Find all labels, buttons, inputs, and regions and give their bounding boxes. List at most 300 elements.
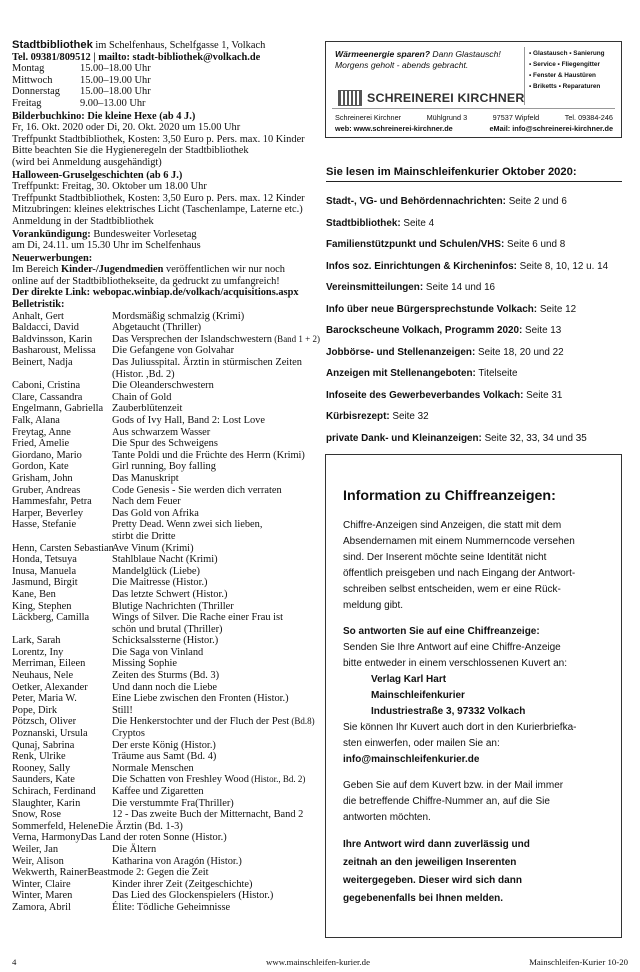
contents-topic: Infos soz. Einrichtungen & Kircheninfos:: [326, 260, 517, 272]
ad-addr-street: Mühlgrund 3: [426, 113, 468, 122]
book-title-text: Das Versprechen der Islandschwestern: [112, 333, 272, 345]
book-entry: [12, 798, 312, 810]
book-title-text: Cryptos: [112, 728, 145, 740]
ad-service-line: ▪ Briketts ▪ Reparaturen: [529, 83, 601, 90]
book-author: Oetker, Alexander: [12, 681, 88, 693]
book-title: [112, 415, 312, 427]
book-title-cont: stirbt die Dritte: [112, 530, 176, 542]
chiffre-line: sind. Der Inserent möchte seine Identität nicht: [343, 552, 547, 563]
chiffre-line: Chiffre-Anzeigen sind Anzeigen, die statt mit dem: [343, 520, 562, 531]
new-intro: Im Bereich: [12, 264, 62, 276]
opening-hours: [12, 63, 312, 109]
book-author: Winter, Claire: [12, 878, 71, 890]
book-title-text: Mordsmäßig schmalzig (Krimi): [112, 310, 245, 322]
book-author: Kane, Ben: [12, 588, 56, 600]
book-title-text: Mandelglück (Liebe): [112, 565, 200, 577]
book-title: [112, 427, 312, 439]
book-entry: [12, 670, 312, 682]
book-author: Falk, Alana: [12, 415, 60, 426]
library-header: [12, 40, 312, 52]
new-intro-bold: Kinder-/Jugendmedien: [61, 264, 164, 276]
hours-day: Freitag: [12, 97, 42, 109]
book-title-text: Die Schatten von Freshley Wood: [112, 774, 249, 786]
chiffre-line: die betreffende Chiffre-Nummer an, auf die Sie: [343, 796, 550, 807]
contents-page: Seite 4: [400, 217, 435, 229]
contents-topic: Kürbisrezept:: [326, 411, 390, 422]
contents-page: Seite 2 und 6: [505, 196, 567, 207]
book-author: Sommerfeld, HeleneDie Ärztin (Bd. 1-3): [12, 820, 183, 832]
book-title-text: Die Spur des Schweigens: [112, 438, 218, 450]
kino-line: (wird bei Anmeldung ausgehändigt): [12, 156, 162, 168]
hours-time: 15.00–18.00 Uhr: [80, 63, 151, 75]
contents-topic: Infoseite des Gewerbeverbandes Volkach:: [326, 389, 524, 401]
preview-line: am Di, 24.11. um 15.30 Uhr im Schelfenhaus: [12, 240, 201, 252]
ad-web[interactable]: web: www.schreinerei-kirchner.de: [335, 124, 453, 133]
preview-section: [12, 229, 312, 252]
book-entry: [12, 867, 312, 879]
contents-entry: [326, 390, 622, 412]
book-entry: [12, 902, 312, 914]
book-author: Henn, Carsten Sebastian: [12, 542, 114, 554]
book-title: [112, 450, 312, 462]
window-icon: [338, 90, 362, 106]
chiffre-line: meldung gibt.: [343, 600, 404, 611]
book-title: [112, 461, 312, 473]
book-title: [112, 832, 312, 844]
book-entry: [12, 809, 312, 821]
book-entry: [12, 345, 312, 357]
book-title: [112, 670, 312, 682]
book-author: Anhalt, Gert: [12, 310, 64, 322]
book-author: Poznanski, Ursula: [12, 728, 88, 740]
new-title: Neuerwerbungen:: [12, 252, 93, 264]
book-title-text: Die Oleanderschwestern: [112, 380, 214, 392]
book-title: [112, 716, 315, 728]
chiffre-line: Mainschleifenkurier: [371, 690, 465, 701]
book-entry: [12, 751, 312, 763]
book-author: Merriman, Eileen: [12, 658, 86, 670]
book-title: [112, 890, 312, 902]
contents-entry: [326, 218, 622, 240]
book-author: Fried, Amelie: [12, 438, 70, 450]
ad-slogan2: Morgens geholt - abends gebracht.: [335, 60, 469, 70]
book-title-text: Code Genesis - Sie werden dich verraten: [112, 484, 282, 496]
book-entry: [12, 461, 312, 473]
book-title: [112, 682, 312, 694]
book-title-text: Aus schwarzem Wasser: [112, 426, 211, 438]
hours-time: 9.00–13.00 Uhr: [80, 97, 146, 109]
book-author: Läckberg, Camilla: [12, 612, 90, 624]
contents-topic: Barockscheune Volkach, Programm 2020:: [326, 325, 523, 336]
book-entry: [12, 774, 312, 786]
book-author: Weir, Alison: [12, 855, 64, 867]
book-title-text: Stahlblaue Nacht (Krimi): [112, 554, 218, 566]
book-entry: [12, 566, 312, 578]
hours-row: [12, 86, 312, 98]
book-title-text: Élite: Tödliche Geheimnisse: [112, 901, 231, 913]
book-title: [112, 647, 312, 659]
book-author: Harper, Beverley: [12, 507, 84, 519]
contents-page: Seite 18, 20 und 22: [475, 346, 564, 358]
chiffre-line: Senden Sie Ihre Antwort auf eine Chiffre-Anzeige: [343, 642, 561, 653]
book-entry: [12, 693, 312, 705]
library-location: im Schelfenhaus, Schelfgasse 1, Volkach: [92, 40, 266, 51]
book-author: Slaughter, Karin: [12, 797, 81, 809]
book-title: [112, 740, 312, 752]
chiffre-intro: [343, 518, 611, 614]
book-title-text: Zauberblütenzeit: [112, 403, 183, 415]
book-title: [112, 763, 312, 775]
chiffre-line: Industriestraße 3, 97332 Volkach: [371, 706, 526, 717]
book-entry: [12, 333, 321, 346]
preview-title-rest: Bundesweiter Vorlesetag: [90, 228, 197, 240]
book-author: Inusa, Manuela: [12, 565, 77, 577]
book-author: Freytag, Anne: [12, 426, 71, 438]
book-author: Verna, HarmonyDas Land der roten Sonne (Histor.): [12, 832, 227, 844]
contents-entry: [326, 304, 622, 326]
book-title: [112, 508, 312, 520]
contents-page: Seite 6 und 8: [504, 239, 566, 250]
kino-title: Bilderbuchkino: Die kleine Hexe (ab 4 J.): [12, 110, 196, 122]
contents-page: Seite 13: [522, 325, 562, 336]
ad-logo: [338, 90, 525, 106]
book-series: (Bd.8): [289, 716, 315, 727]
answer-title: So antworten Sie auf eine Chiffreanzeige:: [343, 626, 540, 637]
contents-page: Seite 32, 33, 34 und 35: [481, 432, 587, 444]
book-title-text: Träume aus Samt (Bd. 4): [112, 751, 217, 763]
contents-entry: [326, 433, 622, 455]
book-entry: [12, 322, 312, 334]
halloween-section: [12, 170, 312, 228]
book-entry: [12, 496, 312, 508]
book-title-text: Schicksalssterne (Histor.): [112, 635, 219, 647]
book-title: [112, 519, 312, 531]
book-entry: [12, 357, 312, 369]
book-title-cont: schön und brutal (Thriller): [112, 623, 223, 635]
contents-entry: [326, 282, 622, 304]
chiffre-line: Sie können Ihr Kuvert auch dort in den Kurierbriefka-: [343, 722, 577, 733]
book-title: [112, 345, 312, 357]
footer-url[interactable]: www.mainschleifen-kurier.de: [266, 957, 370, 967]
book-title-text: Missing Sophie: [112, 658, 177, 670]
book-title-text: Still!: [112, 704, 133, 716]
book-title: [112, 334, 320, 346]
chiffre-info-box: [325, 454, 622, 938]
book-title: [112, 705, 312, 717]
library-contact: Tel. 09381/809512 | mailto: stadt-bibliothek@volkach.de: [12, 51, 261, 63]
book-title-text: Kinder ihrer Zeit (Zeitgeschichte): [112, 878, 253, 890]
book-title-text: Die Maitresse (Histor.): [112, 577, 208, 589]
book-title-text: Normale Menschen: [112, 762, 194, 774]
library-title: Stadtbibliothek: [12, 39, 93, 51]
book-title: [112, 438, 312, 450]
contents-title: Sie lesen im Mainschleifenkurier Oktober 2020:: [326, 166, 622, 182]
book-entry: [12, 821, 312, 833]
ad-addr-name: Schreinerei Kirchner: [335, 113, 402, 122]
book-title: [112, 728, 312, 740]
book-title: [112, 902, 312, 914]
book-author: Gruber, Andreas: [12, 484, 81, 496]
book-title: [112, 809, 312, 821]
book-entry: [12, 647, 312, 659]
book-author: Saunders, Kate: [12, 774, 75, 786]
kino-line: Treffpunkt Stadtbibliothek, Kosten: 3,50 Euro p. Pers. max. 10 Kinder: [12, 133, 305, 145]
page-number: 4: [12, 957, 17, 967]
issue-contents: [326, 166, 622, 454]
contents-page: Seite 12: [537, 303, 577, 315]
contents-topic: Vereinsmitteilungen:: [326, 282, 424, 293]
publisher-address: [343, 672, 611, 720]
book-entry: [12, 856, 312, 868]
footer-issue: Mainschleifen-Kurier 10-20: [529, 957, 628, 967]
book-title: [112, 821, 312, 833]
book-entry: [12, 438, 312, 450]
book-author: Baldvinsson, Karin: [12, 333, 93, 345]
book-author: Zamora, Abril: [12, 901, 71, 913]
book-author: Giordano, Mario: [12, 449, 82, 461]
contents-entry: [326, 368, 622, 390]
ad-service-line: ▪ Fenster & Haustüren: [529, 72, 596, 79]
book-title: [112, 774, 312, 786]
book-title-text: Und dann noch die Liebe: [112, 681, 218, 693]
book-entry: [12, 415, 312, 427]
book-title: [112, 566, 312, 578]
book-title-text: Katharina von Aragón (Histor.): [112, 855, 242, 867]
book-author: Honda, Tetsuya: [12, 554, 77, 566]
ad-rule: [332, 108, 615, 109]
book-title-text: Ave Vinum (Krimi): [112, 542, 194, 554]
book-title-text: Das Juliusspital. Ärztin in stürmischen Zeiten: [112, 357, 302, 369]
book-entry: [12, 554, 312, 566]
book-entry: [12, 879, 312, 891]
chiffre-line: Geben Sie auf dem Kuvert bzw. in der Mail immer: [343, 780, 564, 791]
book-author: Peter, Maria W.: [12, 693, 77, 705]
hours-row: [12, 63, 312, 75]
contents-page: Seite 32: [389, 411, 429, 422]
book-title: [112, 392, 312, 404]
halloween-line: Treffpunkt Stadtbibliothek, Kosten: 3,50 Euro p. Pers. max. 12 Kinder: [12, 192, 305, 204]
book-author: Hammesfahr, Petra: [12, 496, 92, 508]
chiffre-line: sten einwerfen, oder mailen Sie an:: [343, 738, 500, 749]
book-title-text: Das Manuskript: [112, 472, 179, 484]
book-author: Hasse, Stefanie: [12, 519, 77, 531]
book-title: [112, 357, 312, 369]
new-intro2: online auf der Stadtbibliothekseite, da gedruckt zu umfangreich!: [12, 275, 280, 287]
book-title-text: Das Lied des Glockenspielers (Histor.): [112, 890, 274, 902]
chiffre-title: Information zu Chiffreanzeigen:: [343, 488, 556, 504]
ad-email[interactable]: eMail: info@schreinerei-kirchner.de: [489, 124, 613, 133]
contents-topic: Anzeigen mit Stellenangeboten:: [326, 368, 476, 379]
new-intro-rest: veröffentlichen wir nur noch: [163, 264, 285, 276]
book-title: [112, 798, 312, 810]
book-author: Snow, Rose: [12, 809, 61, 821]
book-entry: [12, 832, 312, 844]
book-title-text: Gods of Ivy Hall, Band 2: Lost Love: [112, 415, 265, 426]
book-author: Baldacci, David: [12, 322, 79, 334]
book-title: [112, 879, 312, 891]
book-title-text: Das letzte Schwert (Histor.): [112, 588, 228, 600]
hours-day: Mittwoch: [12, 74, 53, 86]
book-entry: [12, 543, 312, 555]
book-title-text: 12 - Das zweite Buch der Mitternacht, Band 2: [112, 809, 304, 821]
acquisitions-link[interactable]: Der direkte Link: webopac.winbiap.de/volkach/acquisitions.aspx: [12, 287, 299, 299]
fiction-title: Belletristik:: [12, 299, 65, 311]
book-author: Lorentz, Iny: [12, 646, 64, 658]
hours-day: Donnerstag: [12, 86, 60, 98]
book-entry: [12, 311, 312, 323]
book-entry: [12, 601, 312, 613]
chiffre-line: Verlag Karl Hart: [371, 674, 447, 685]
book-entry: [12, 682, 312, 694]
book-author: Winter, Maren: [12, 890, 73, 902]
ad-addr-city: 97537 Wipfeld: [492, 113, 540, 122]
book-title-text: Die Henkerstochter und der Fluch der Pest: [112, 716, 290, 728]
book-entry: [12, 612, 312, 624]
book-title: [112, 473, 312, 485]
book-title: [112, 589, 312, 601]
chiffre-email[interactable]: info@mainschleifenkurier.de: [343, 754, 480, 765]
book-series: (Band 1 + 2): [271, 333, 321, 344]
book-author: Lark, Sarah: [12, 635, 61, 647]
book-author: Qunaj, Sabrina: [12, 739, 75, 751]
book-entry: [12, 577, 312, 589]
contents-page: Seite 14 und 16: [423, 282, 496, 293]
chiffre-closing: [343, 836, 611, 908]
book-author: Wekwerth, RainerBeastmode 2: Gegen die Zeit: [12, 867, 209, 879]
book-title: [112, 403, 312, 415]
book-entry: [12, 890, 312, 902]
book-title-text: Chain of Gold: [112, 391, 172, 403]
book-entry: [12, 380, 312, 392]
book-title-text: Wings of Silver. Die Rache einer Frau ist: [112, 612, 283, 624]
preview-title: Vorankündigung:: [12, 228, 91, 240]
ad-slogan-bold: Wärmeenergie sparen?: [335, 49, 431, 59]
library-column: [12, 39, 321, 914]
book-title: [112, 577, 312, 589]
contents-topic: Stadtbibliothek:: [326, 217, 401, 229]
hours-time: 15.00–18.00 Uhr: [80, 86, 151, 98]
hours-day: Montag: [12, 63, 45, 75]
book-title-text: Die Saga von Vinland: [112, 646, 204, 658]
ad-services: [529, 48, 621, 92]
halloween-title: Halloween-Gruselgeschichten (ab 6 J.): [12, 169, 183, 181]
book-author: Pötzsch, Oliver: [12, 716, 77, 728]
book-title-text: Die verstummte Fra(Thriller): [112, 797, 234, 809]
book-author: Jasmund, Birgit: [12, 577, 78, 589]
book-entry: [12, 589, 312, 601]
book-author: Engelmann, Gabriella: [12, 403, 104, 415]
contents-entry: [326, 347, 622, 369]
book-title: [112, 612, 312, 624]
ad-addr-tel: Tel. 09384-246: [564, 113, 613, 122]
chiffre-line: gegebenenfalls bei Ihnen melden.: [343, 893, 504, 904]
book-author: Schirach, Ferdinand: [12, 786, 96, 797]
contents-entry: [326, 239, 622, 261]
book-author: Clare, Cassandra: [12, 391, 83, 403]
ad-company: SCHREINEREI KIRCHNER: [367, 91, 525, 105]
ad-slogan: [335, 49, 520, 71]
book-series: (Histor., Bd. 2): [248, 774, 306, 785]
book-title-text: Kaffee und Zigaretten: [112, 786, 204, 797]
contents-page: Titelseite: [475, 368, 518, 379]
book-author: Rooney, Sally: [12, 762, 71, 774]
book-title: [112, 856, 312, 868]
book-entry: [12, 473, 312, 485]
book-entry: [12, 403, 312, 415]
book-title: [112, 693, 312, 705]
book-title-text: Girl running, Boy falling: [112, 461, 216, 473]
chiffre-line: Ihre Antwort wird dann zuverlässig und: [343, 839, 530, 850]
contents-page: Seite 31: [523, 389, 563, 401]
halloween-line: Treffpunkt: Freitag, 30. Oktober um 18.00 Uhr: [12, 181, 207, 193]
book-title-text: Abgetaucht (Thriller): [112, 322, 202, 334]
book-title: [112, 635, 312, 647]
hours-row: [12, 75, 312, 87]
book-title: [112, 867, 312, 879]
book-title: [112, 554, 312, 566]
book-entry: [12, 427, 312, 439]
kino-section: [12, 111, 312, 169]
book-entry: [12, 716, 315, 728]
ad-service-line: ▪ Service ▪ Fliegengitter: [529, 61, 600, 68]
book-title: [112, 786, 312, 798]
chiffre-line: schreiben selbst entscheiden, wem er eine Rück-: [343, 584, 561, 595]
book-title: [112, 543, 312, 555]
book-entry: [12, 728, 312, 740]
book-entry: [12, 658, 312, 670]
chiffre-line: bitte entweder in einem verschlossenen Kuvert an:: [343, 658, 568, 669]
mail-text: [343, 720, 611, 752]
book-title: [112, 496, 312, 508]
book-author: Weiler, Jan: [12, 843, 59, 855]
halloween-line: Anmeldung in der Stadtbibliothek: [12, 215, 154, 227]
hours-row: [12, 98, 312, 110]
book-author: Renk, Ulrike: [12, 751, 66, 763]
book-title: [112, 322, 312, 334]
book-title-text: Die Gefangene von Golvahar: [112, 345, 235, 357]
book-entry: [12, 705, 312, 717]
chiffre-line: Absendernamen mit einem Nummerncode versehen: [343, 536, 575, 547]
book-title-text: Das Gold von Afrika: [112, 507, 199, 519]
contents-entry: [326, 261, 622, 283]
contents-topic: Jobbörse- und Stellenanzeigen:: [326, 346, 476, 358]
book-title-text: Eine Liebe zwischen den Fronten (Histor.): [112, 693, 289, 705]
contents-entry: [326, 196, 622, 218]
ad-service-line: ▪ Glastausch ▪ Sanierung: [529, 50, 605, 57]
contents-entry: [326, 325, 622, 347]
book-author: Pope, Dirk: [12, 704, 58, 716]
book-title-text: Tante Poldi und die Früchte des Herrn (Krimi): [112, 449, 305, 461]
book-entry: [12, 508, 312, 520]
book-author: Beinert, Nadja: [12, 357, 73, 369]
book-title-text: Der erste König (Histor.): [112, 739, 216, 751]
book-author: King, Stephen: [12, 600, 72, 612]
book-author: Gordon, Kate: [12, 461, 69, 473]
contents-topic: private Dank- und Kleinanzeigen:: [326, 432, 482, 444]
ad-address: [335, 112, 613, 134]
answer-text: [343, 640, 611, 672]
book-entry: [12, 485, 312, 497]
chiffre-number-note: [343, 778, 611, 826]
book-entry: [12, 786, 312, 798]
book-title: [112, 751, 312, 763]
book-title-text: Zeiten des Sturms (Bd. 3): [112, 670, 220, 682]
contents-topic: Info über neue Bürgersprechstunde Volkach:: [326, 303, 538, 315]
book-title-text: Blutige Nachrichten (Thriller: [112, 600, 234, 612]
chiffre-line: weitergegeben. Dieser wird sich dann: [343, 875, 522, 886]
book-title: [112, 485, 312, 497]
contents-topic: Stadt-, VG- und Behördennachrichten:: [326, 196, 506, 207]
